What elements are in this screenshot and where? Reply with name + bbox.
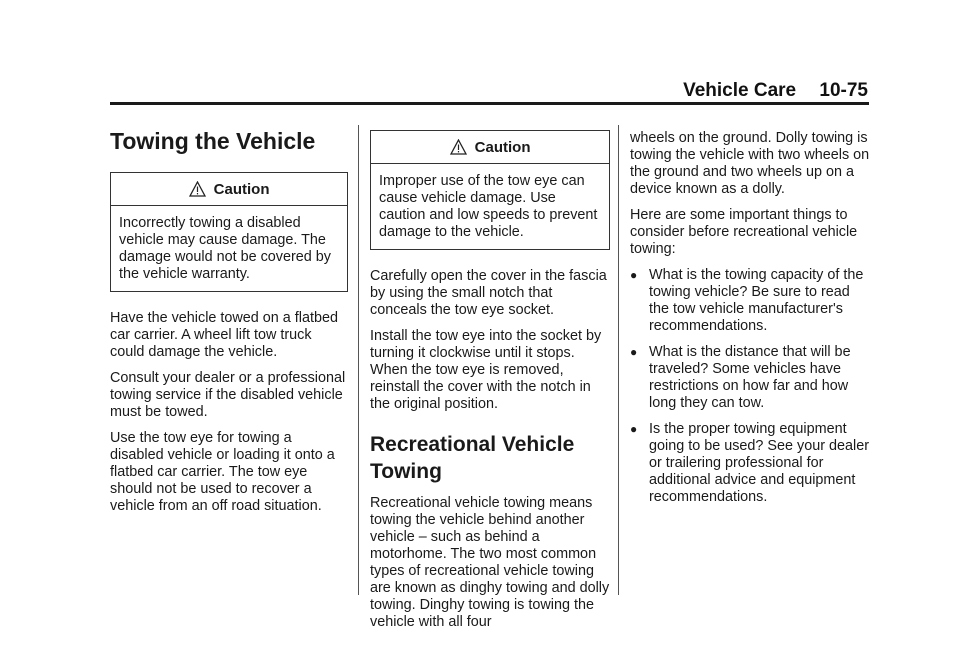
- paragraph: wheels on the ground. Dolly towing is towing the vehicle with two wheels on the ground and two wheels up on a device known as a dolly.: [630, 130, 870, 197]
- paragraph: Here are some important things to consider before recreational vehicle towing:: [630, 207, 858, 257]
- warning-icon: [450, 139, 475, 156]
- caution-title: Caution: [474, 139, 531, 156]
- column-divider: [618, 125, 619, 595]
- paragraph: Have the vehicle towed on a flatbed car carrier. A wheel lift tow truck could damage the vehicle.: [110, 310, 339, 360]
- list-item: [630, 344, 870, 412]
- paragraph: Recreational vehicle towing means towing the vehicle behind another vehicle – such as behind a motorhome. The two most common types of recreational vehicle towing are known as dinghy towing and dolly towing. Dinghy towing is towing the vehicle with all four: [370, 495, 610, 630]
- list-item-text: What is the distance that will be traveled? Some vehicles have restrictions on how far and how long they can tow.: [649, 344, 851, 411]
- caution-header: [371, 131, 609, 164]
- page-number: 10-75: [819, 80, 868, 101]
- caution-title: Caution: [213, 181, 270, 198]
- paragraph: Install the tow eye into the socket by turning it clockwise until it stops. When the tow eye is removed, reinstall the cover with the notch in the original position.: [370, 328, 602, 412]
- paragraph: Carefully open the cover in the fascia by using the small notch that conceals the tow eye socket.: [370, 268, 607, 318]
- section-heading: Towing the Vehicle: [110, 128, 316, 154]
- paragraph: Consult your dealer or a professional towing service if the disabled vehicle must be towed.: [110, 370, 346, 420]
- list-item: [630, 421, 870, 506]
- column-2: [370, 130, 610, 640]
- column-1: [110, 122, 348, 524]
- column-3: [630, 130, 870, 515]
- caution-box: [370, 130, 610, 250]
- subsection-heading: Recreational Vehicle Towing: [370, 433, 575, 483]
- paragraph: Use the tow eye for towing a disabled vehicle or loading it onto a flatbed car carrier. The tow eye should not be used to recover a vehicle from an off road situation.: [110, 430, 335, 514]
- bullet-icon: ●: [630, 345, 638, 359]
- caution-box: [110, 172, 348, 292]
- caution-text: Incorrectly towing a disabled vehicle may cause damage. The damage would not be covered by the vehicle warranty.: [119, 215, 332, 282]
- warning-icon: [189, 181, 214, 198]
- header-rule: [110, 102, 869, 105]
- list-item-text: Is the proper towing equipment going to be used? See your dealer or trailering professional for additional advice and equipment recommendations.: [649, 421, 870, 505]
- caution-text: Improper use of the tow eye can cause vehicle damage. Use caution and low speeds to prevent damage to the vehicle.: [379, 173, 598, 240]
- column-divider: [358, 125, 359, 595]
- list-item-text: What is the towing capacity of the towing vehicle? Be sure to read the tow vehicle manufacturer's recommendations.: [649, 267, 864, 334]
- bullet-list: [630, 267, 870, 506]
- page-header: [683, 80, 868, 102]
- list-item: [630, 267, 870, 335]
- section-title: Vehicle Care: [683, 80, 797, 101]
- bullet-icon: ●: [630, 268, 638, 282]
- caution-header: [111, 173, 347, 206]
- bullet-icon: ●: [630, 422, 638, 436]
